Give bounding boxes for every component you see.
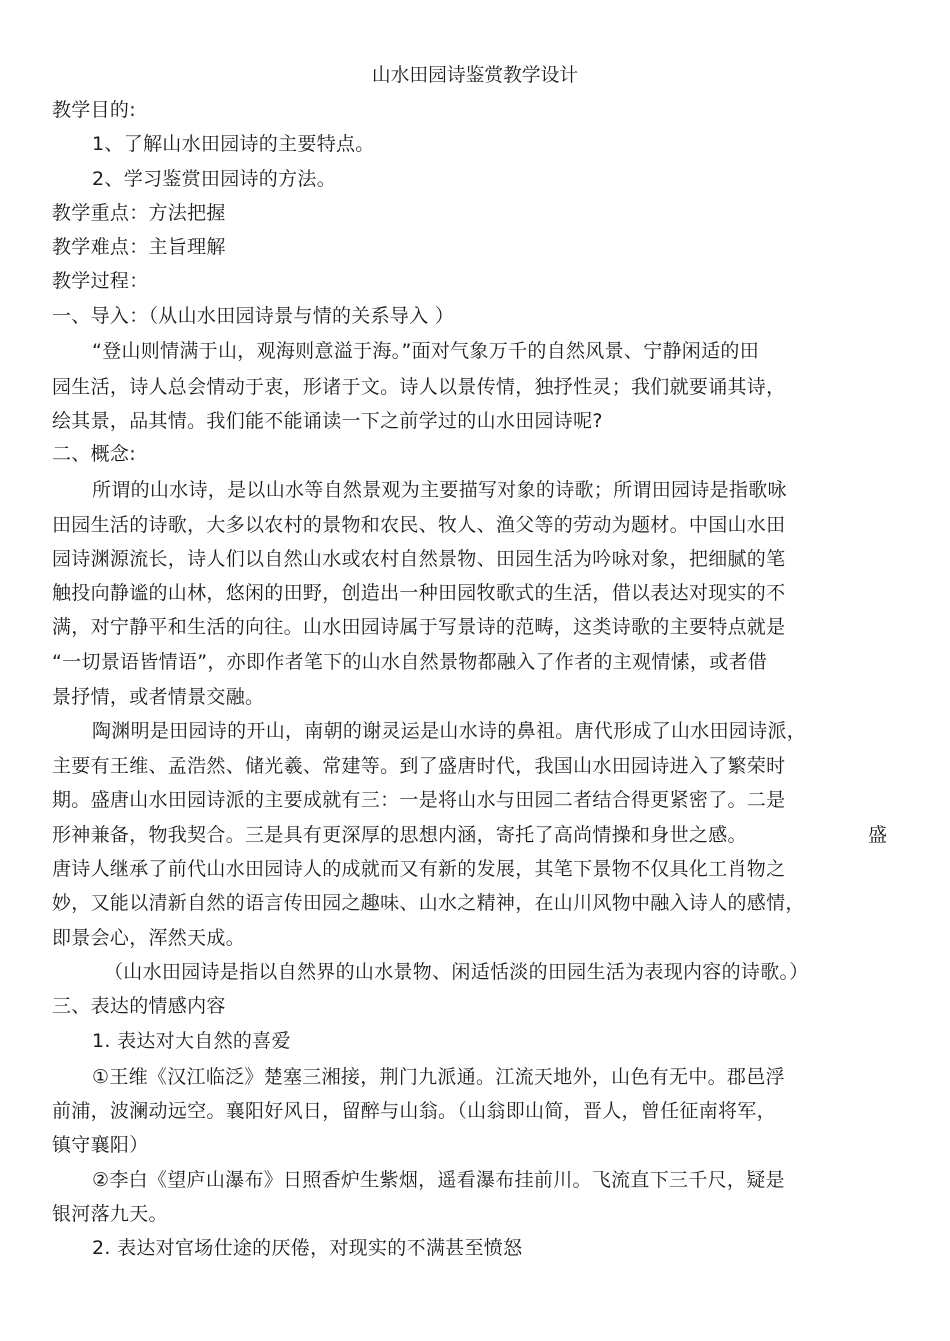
paragraph-line-overflow: 盛 <box>868 824 888 846</box>
poem-example-line: 镇守襄阳） <box>52 1134 149 1156</box>
section-heading: 三、表达的情感内容 <box>52 995 226 1017</box>
paragraph-line: 主要有王维、孟浩然、储光羲、常建等。到了盛唐时代，我国山水田园诗进入了繁荣时 <box>52 755 786 777</box>
objective-item: 2、学习鉴赏田园诗的方法。 <box>92 168 336 190</box>
paragraph-line: “登山则情满于山，观海则意溢于海。”面对气象万千的自然风景、宁静闲适的田 <box>92 340 759 362</box>
section-heading: 教学过程： <box>52 270 149 292</box>
paragraph-line: 景抒情，或者情景交融。 <box>52 686 265 708</box>
subsection-heading: 2. 表达对官场仕途的厌倦，对现实的不满甚至愤怒 <box>92 1237 523 1259</box>
section-heading: 教学目的: <box>52 99 136 121</box>
paragraph-line: 绘其景，品其情。我们能不能诵读一下之前学过的山水田园诗呢? <box>52 410 603 432</box>
paragraph-line: 形神兼备，物我契合。三是具有更深厚的思想内涵，寄托了高尚情操和身世之感。 <box>52 824 747 846</box>
paragraph-line: 妙，又能以清新自然的语言传田园之趣味、山水之精神，在山川风物中融入诗人的感情， <box>52 892 805 914</box>
difficult-point: 教学难点：主旨理解 <box>52 236 226 258</box>
definition-note: （山水田园诗是指以自然界的山水景物、闲适恬淡的田园生活为表现内容的诗歌。） <box>104 961 809 983</box>
poem-example-line: 前浦，波澜动远空。襄阳好风日，留醉与山翁。（山翁即山简，晋人，曾任征南将军， <box>52 1100 776 1122</box>
poem-example-line: ①王维《汉江临泛》楚塞三湘接，荆门九派通。江流天地外，山色有无中。郡邑浮 <box>92 1066 785 1088</box>
poem-example-line: ②李白《望庐山瀑布》日照香炉生紫烟，遥看瀑布挂前川。飞流直下三千尺，疑是 <box>92 1169 785 1191</box>
paragraph-line: 田园生活的诗歌，大多以农村的景物和农民、牧人、渔父等的劳动为题材。中国山水田 <box>52 514 786 536</box>
section-heading: 一、导入：（从山水田园诗景与情的关系导入 ） <box>52 305 455 327</box>
document-title: 山水田园诗鉴赏教学设计 <box>371 65 579 86</box>
key-point: 教学重点：方法把握 <box>52 202 226 224</box>
paragraph-line: 即景会心，浑然天成。 <box>52 927 246 949</box>
objective-item: 1、了解山水田园诗的主要特点。 <box>92 133 375 155</box>
paragraph-line: 园生活，诗人总会情动于衷，形诸于文。诗人以景传情，独抒性灵；我们就要诵其诗， <box>52 376 786 398</box>
poem-example-line: 银河落九天。 <box>52 1203 168 1225</box>
paragraph-line: 期。盛唐山水田园诗派的主要成就有三：一是将山水与田园二者结合得更紧密了。二是 <box>52 789 786 811</box>
paragraph-line: 陶渊明是田园诗的开山，南朝的谢灵运是山水诗的鼻祖。唐代形成了山水田园诗派， <box>92 720 807 742</box>
subsection-heading: 1. 表达对大自然的喜爱 <box>92 1030 291 1052</box>
paragraph-line: 满，对宁静平和生活的向往。山水田园诗属于写景诗的范畴，这类诗歌的主要特点就是 <box>52 616 786 638</box>
paragraph-line: “一切景语皆情语”，亦即作者笔下的山水自然景物都融入了作者的主观情愫，或者借 <box>52 651 768 673</box>
paragraph-line: 所谓的山水诗，是以山水等自然景观为主要描写对象的诗歌；所谓田园诗是指歌咏 <box>92 479 787 501</box>
paragraph-line: 唐诗人继承了前代山水田园诗人的成就而又有新的发展，其笔下景物不仅具化工肖物之 <box>52 858 786 880</box>
paragraph-line: 园诗渊源流长，诗人们以自然山水或农村自然景物、田园生活为吟咏对象，把细腻的笔 <box>52 548 786 570</box>
section-heading: 二、概念: <box>52 443 136 465</box>
paragraph-line: 触投向静谧的山林，悠闲的田野，创造出一种田园牧歌式的生活，借以表达对现实的不 <box>52 582 786 604</box>
